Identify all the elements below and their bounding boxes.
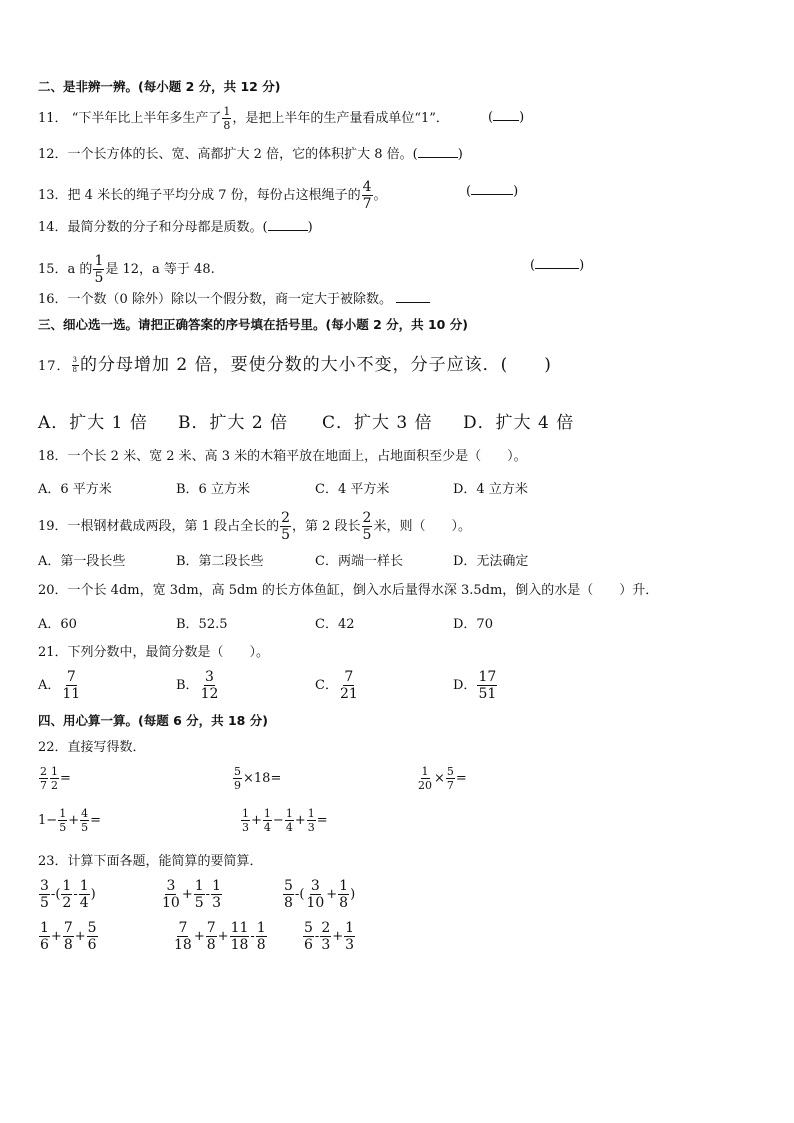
- expr-22-4: 1− $\frac{1}{5}$ + $\frac{4}{5}$ =: [38, 807, 101, 834]
- option-18-a[interactable]: A．6 平方米: [38, 482, 112, 497]
- expr-22-5: $\frac{1}{3}$ + $\frac{1}{4}$ − $\frac{1}{4}$ + $\frac{1}{3}$ =: [242, 807, 328, 834]
- question-20: 20．一个长 4dm，宽 3dm，高 5dm 的长方体鱼缸，倒入水后量得水深 3.5dm，倒入的水是（ ）升．: [38, 583, 659, 598]
- expr-23-4: $\frac{1}{6}$ + $\frac{7}{8}$ + $\frac{5}{6}$: [40, 920, 97, 953]
- option-17-c[interactable]: C．扩大 3 倍: [322, 413, 433, 433]
- option-17-b[interactable]: B．扩大 2 倍: [178, 413, 289, 433]
- option-17-a[interactable]: A．扩大 1 倍: [38, 413, 148, 433]
- question-12: 12．一个长方体的长、宽、高都扩大 2 倍，它的体积扩大 8 倍。( ): [38, 147, 463, 162]
- fraction: $\frac{3}{8}$: [72, 356, 79, 374]
- option-19-d[interactable]: D．无法确定: [453, 554, 529, 569]
- fraction: $\frac{2}{5}$: [281, 510, 290, 543]
- answer-blank-12[interactable]: [418, 145, 458, 158]
- option-21-a[interactable]: A． $\frac{7}{11}$: [38, 669, 81, 702]
- option-19-c[interactable]: C．两端一样长: [315, 554, 403, 569]
- fraction: $\frac{2}{5}$: [362, 510, 372, 543]
- question-11: 11． “下半年比上半年多生产了 $\frac{1}{8}$ ，是把上半年的生产量看成单位“1”．: [38, 105, 449, 132]
- option-21-b[interactable]: B． $\frac{3}{12}$: [176, 669, 219, 702]
- question-13: 13．把 4 米长的绳子平均分成 7 份，每份占这根绳子的 $\frac{4}{7}$ 。: [38, 179, 387, 212]
- answer-blank-15[interactable]: ( ): [530, 258, 585, 273]
- section-2-heading: 二、是非辨一辨。(每小题 2 分，共 12 分): [38, 79, 281, 94]
- answer-blank-11[interactable]: ( ): [488, 110, 525, 125]
- answer-blank-16[interactable]: [396, 290, 430, 303]
- expr-22-2: $\frac{5}{9}$ ×18=: [234, 765, 282, 792]
- question-21: 21．下列分数中，最简分数是（ ）。: [38, 645, 270, 660]
- option-20-a[interactable]: A．60: [38, 617, 77, 632]
- fraction: $\frac{1}{5}$: [94, 253, 104, 286]
- fraction: $\frac{4}{7}$: [362, 179, 372, 212]
- expr-22-1: $\frac{2}{7}$ $\frac{1}{2}$ =: [40, 765, 71, 792]
- expr-23-2: $\frac{3}{10}$ + $\frac{1}{5}$ - $\frac{1}{3}$: [162, 878, 221, 911]
- option-19-b[interactable]: B．第二段长些: [176, 554, 264, 569]
- question-23: 23．计算下面各题，能简算的要简算．: [38, 854, 263, 869]
- fraction: $\frac{1}{8}$: [223, 105, 231, 132]
- question-18: 18．一个长 2 米、宽 2 米、高 3 米的木箱平放在地面上，占地面积至少是（ ）。: [38, 449, 527, 464]
- option-18-b[interactable]: B．6 立方米: [176, 482, 250, 497]
- section-4-heading: 四、用心算一算。(每题 6 分，共 18 分): [38, 713, 268, 728]
- answer-blank-13[interactable]: ( ): [466, 184, 519, 199]
- question-14: 14．最简分数的分子和分母都是质数。( ): [38, 220, 313, 235]
- option-21-d[interactable]: D． $\frac{17}{51}$: [453, 669, 497, 702]
- question-15: 15．a 的 $\frac{1}{5}$ 是 12，a 等于 48.: [38, 253, 215, 286]
- option-18-d[interactable]: D．4 立方米: [453, 482, 528, 497]
- expr-23-5: $\frac{7}{18}$ + $\frac{7}{8}$ + $\frac{11}{18}$ - $\frac{1}{8}$: [174, 920, 266, 953]
- option-20-b[interactable]: B．52.5: [176, 617, 228, 632]
- expr-23-1: $\frac{3}{5}$ -( $\frac{1}{2}$ - $\frac{1}{4}$ ): [40, 878, 96, 911]
- expr-23-3: $\frac{5}{8}$ -( $\frac{3}{10}$ + $\frac{1}{8}$ ): [284, 878, 356, 911]
- expr-23-6: $\frac{5}{6}$ - $\frac{2}{3}$ + $\frac{1}{3}$: [304, 920, 355, 953]
- question-16: 16．一个数（0 除外）除以一个假分数，商一定大于被除数。: [38, 290, 430, 309]
- option-17-d[interactable]: D．扩大 4 倍: [463, 413, 575, 433]
- option-20-c[interactable]: C．42: [315, 617, 355, 632]
- option-19-a[interactable]: A．第一段长些: [38, 554, 126, 569]
- expr-22-3: $\frac{1}{20}$ × $\frac{5}{7}$ =: [418, 765, 467, 792]
- question-22: 22．直接写得数．: [38, 740, 146, 755]
- option-20-d[interactable]: D．70: [453, 617, 493, 632]
- option-21-c[interactable]: C． $\frac{7}{21}$: [315, 669, 358, 702]
- answer-blank-14[interactable]: [268, 218, 308, 231]
- section-3-heading: 三、细心选一选。请把正确答案的序号填在括号里。(每小题 2 分，共 10 分): [38, 317, 468, 332]
- option-18-c[interactable]: C．4 平方米: [315, 482, 390, 497]
- question-17: 17． $\frac{3}{8}$ 的分母增加 2 倍，要使分数的大小不变，分子应该．( ): [38, 355, 552, 375]
- question-19: 19．一根钢材截成两段，第 1 段占全长的 $\frac{2}{5}$ ，第 2 段长 $\frac{2}{5}$ 米，则（ ）。: [38, 510, 471, 543]
